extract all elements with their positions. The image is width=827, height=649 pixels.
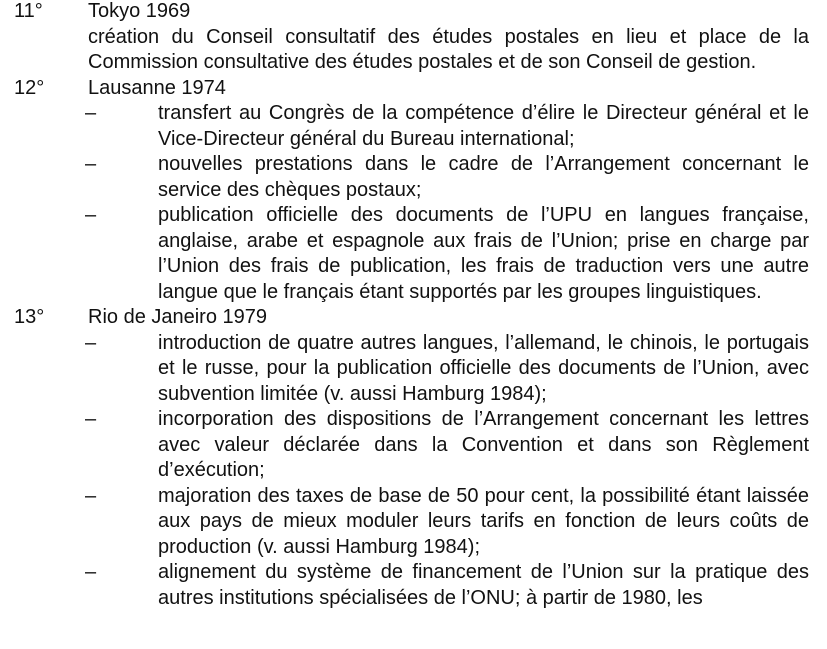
entry-body	[88, 0, 809, 76]
entry-paragraph: création du Conseil consultatif des études postales en lieu et place de la Commission consultative des études postales et de son Conseil de gestion.	[88, 25, 809, 73]
entry-12	[0, 76, 827, 306]
list-item-text: publication officielle des documents de l’UPU en langues française, anglaise, arabe et espagnole aux frais de l’Union; prise en charge par l’Union des frais de publication, les frais de traduction vers une autre langue que le français étant supportés par les groupes linguistiques.	[158, 204, 809, 303]
entry-heading: Tokyo 1969	[88, 0, 191, 22]
entry-11	[0, 0, 827, 76]
entry-heading: Lausanne 1974	[88, 76, 226, 99]
dash-marker: –	[85, 102, 97, 124]
dash-marker: –	[85, 331, 97, 354]
dash-marker: –	[85, 484, 97, 507]
entry-body	[85, 305, 809, 611]
dash-marker: –	[85, 204, 97, 226]
list-item-text: majoration des taxes de base de 50 pour cent, la possibilité étant laissée aux pays de mieux moduler leurs tarifs en fonction de leurs coûts de production (v. aussi Hamburg 1984);	[158, 484, 809, 558]
list-item	[85, 484, 809, 561]
entry-number: 12°	[14, 76, 45, 99]
entry-heading: Rio de Janeiro 1979	[88, 306, 268, 328]
list-item	[85, 331, 809, 408]
list-item-text: incorporation des dispositions de l’Arrangement concernant les lettres avec valeur déclarée dans la Convention et dans son Règlement d’exécution;	[158, 408, 809, 481]
list-item	[85, 101, 809, 152]
list-item	[85, 203, 809, 305]
entry-13	[0, 305, 827, 611]
entry-body	[85, 76, 809, 306]
list-item	[85, 407, 809, 484]
list-item	[85, 152, 809, 203]
dash-marker: –	[85, 561, 97, 583]
entry-number: 11°	[14, 0, 43, 22]
list-item-text: nouvelles prestations dans le cadre de l’Arrangement concernant le service des chèques postaux;	[158, 153, 809, 201]
list-item-text: introduction de quatre autres langues, l’allemand, le chinois, le portugais et le russe, pour la publication officielle des documents de l’Union, avec subvention limitée (v. aussi Hamburg 1984);	[158, 331, 809, 405]
entry-number: 13°	[14, 306, 45, 328]
list-item	[85, 560, 809, 611]
list-item-text: transfert au Congrès de la compétence d’élire le Directeur général et le Vice-Directeur général du Bureau international;	[158, 102, 809, 150]
list-item-text: alignement du système de financement de l’Union sur la pratique des autres institutions spécialisées de l’ONU; à partir de 1980, les	[158, 561, 809, 609]
dash-marker: –	[85, 153, 97, 175]
dash-marker: –	[85, 408, 97, 430]
